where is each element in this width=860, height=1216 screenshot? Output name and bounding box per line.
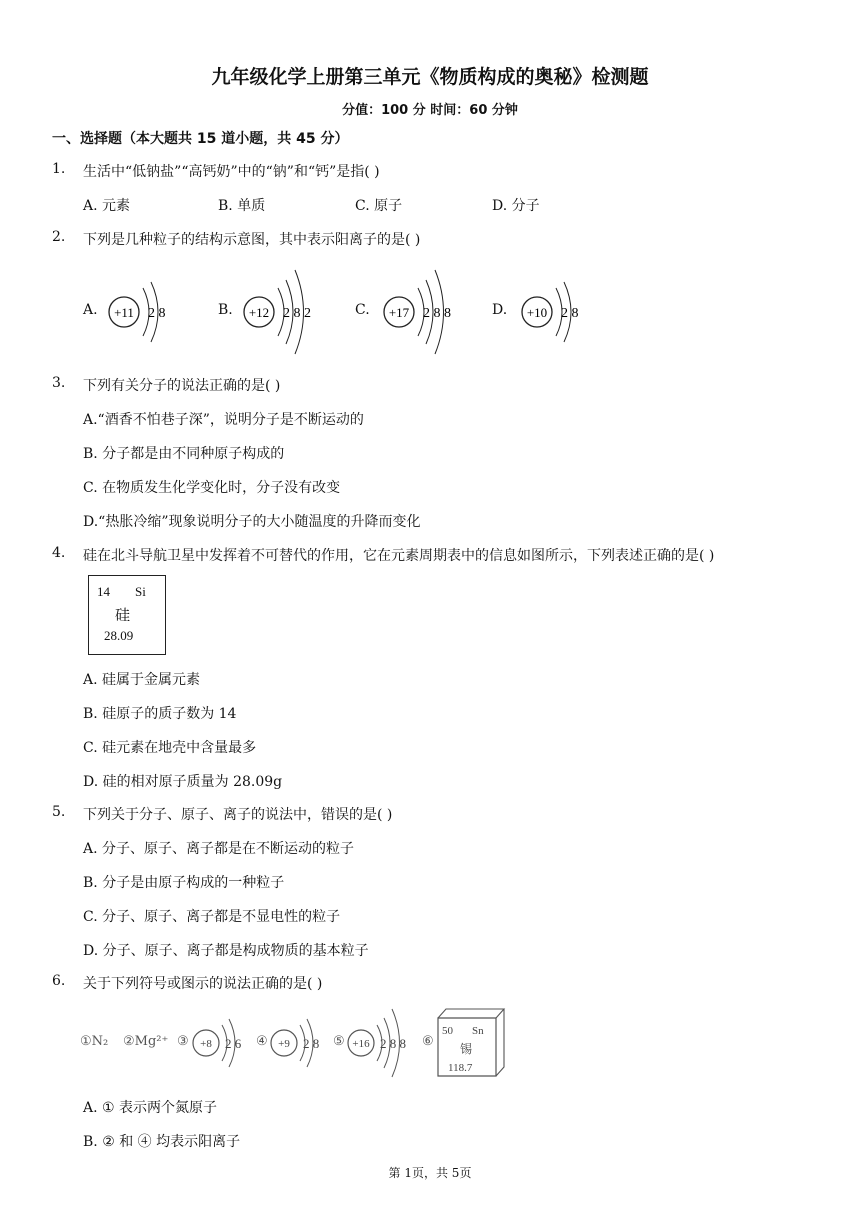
section-heading: 一、选择题（本大题共 15 道小题，共 45 分） bbox=[52, 131, 349, 147]
element-symbol: Si bbox=[135, 584, 146, 599]
svg-text:2 8: 2 8 bbox=[303, 1036, 320, 1051]
item-mark: ⑤ bbox=[333, 1034, 345, 1049]
option-c: C. 硅元素在地壳中含量最多 bbox=[83, 740, 257, 756]
svg-text:+11: +11 bbox=[114, 305, 134, 320]
atom-structure-diagram bbox=[268, 1010, 332, 1074]
option-b: B. ② 和 ④ 均表示阳离子 bbox=[83, 1134, 241, 1150]
question-number: 3. bbox=[52, 375, 66, 391]
svg-text:50: 50 bbox=[442, 1025, 453, 1037]
option-b: B. 分子是由原子构成的一种粒子 bbox=[83, 875, 285, 891]
option-c: C. 原子 bbox=[355, 198, 403, 214]
page-title: 九年级化学上册第三单元《物质构成的奥秘》检测题 bbox=[211, 66, 649, 88]
question-number: 5. bbox=[52, 804, 66, 820]
svg-text:+16: +16 bbox=[352, 1038, 370, 1050]
atomic-mass: 28.09 bbox=[104, 628, 134, 643]
atom-structure-diagram bbox=[190, 1010, 254, 1074]
question-text: 下列是几种粒子的结构示意图，其中表示阳离子的是( ) bbox=[83, 232, 421, 248]
svg-text:+9: +9 bbox=[278, 1038, 290, 1050]
item-mark: ④ bbox=[256, 1034, 268, 1049]
option-b: B. 硅原子的质子数为 14 bbox=[83, 706, 237, 722]
option-a: A. 硅属于金属元素 bbox=[83, 672, 201, 688]
svg-text:+8: +8 bbox=[200, 1038, 212, 1050]
option-b: B. 单质 bbox=[218, 198, 266, 214]
svg-text:2 8 8: 2 8 8 bbox=[423, 306, 451, 321]
question-text: 生活中“低钠盐”“高钙奶”中的“钠”和“钙”是指( ) bbox=[83, 164, 380, 180]
option-d: D. 分子、原子、离子都是构成物质的基本粒子 bbox=[83, 943, 369, 959]
element-name: 硅 bbox=[115, 606, 131, 624]
option-b: B. 分子都是由不同种原子构成的 bbox=[83, 446, 285, 462]
question-number: 1. bbox=[52, 161, 66, 177]
periodic-table-cell-silicon bbox=[88, 575, 166, 655]
item-mark: ③ bbox=[177, 1034, 189, 1049]
question-number: 4. bbox=[52, 545, 66, 561]
option-c: C. 在物质发生化学变化时，分子没有改变 bbox=[83, 480, 341, 496]
page-number: 第 1页，共 5页 bbox=[388, 1166, 472, 1180]
svg-text:2 8: 2 8 bbox=[561, 306, 579, 321]
atom-structure-diagram bbox=[380, 262, 480, 358]
svg-text:2 6: 2 6 bbox=[225, 1036, 242, 1051]
option-d: D. 硅的相对原子质量为 28.09g bbox=[83, 774, 283, 790]
atom-structure-diagram bbox=[518, 270, 608, 354]
option-c: C. 分子、原子、离子都是不显电性的粒子 bbox=[83, 909, 341, 925]
option-c: C. bbox=[355, 302, 370, 318]
atom-structure-diagram bbox=[345, 1004, 421, 1080]
option-d: D.“热胀冷缩”现象说明分子的大小随温度的升降而变化 bbox=[83, 514, 421, 530]
svg-text:118.7: 118.7 bbox=[448, 1062, 473, 1074]
symbol-mg-ion: ②Mg²⁺ bbox=[123, 1034, 169, 1049]
svg-text:2 8 8: 2 8 8 bbox=[380, 1036, 406, 1051]
option-a: A. 元素 bbox=[83, 198, 131, 214]
svg-text:2 8: 2 8 bbox=[148, 306, 166, 321]
question-text: 下列关于分子、原子、离子的说法中，错误的是( ) bbox=[83, 807, 393, 823]
svg-text:锡: 锡 bbox=[460, 1042, 473, 1056]
question-text: 关于下列符号或图示的说法正确的是( ) bbox=[83, 976, 323, 992]
atom-structure-diagram bbox=[105, 270, 195, 354]
question-number: 2. bbox=[52, 229, 66, 245]
question-text: 下列有关分子的说法正确的是( ) bbox=[83, 378, 281, 394]
item-mark: ⑥ bbox=[422, 1034, 434, 1049]
svg-text:2 8 2: 2 8 2 bbox=[283, 306, 311, 321]
svg-text:+12: +12 bbox=[248, 305, 270, 320]
question-number: 6. bbox=[52, 973, 66, 989]
periodic-table-cell-tin-frame bbox=[436, 1006, 508, 1078]
symbol-n2: ①N₂ bbox=[80, 1034, 109, 1049]
svg-text:Sn: Sn bbox=[472, 1025, 484, 1037]
option-d: D. bbox=[492, 302, 508, 318]
score-time-info: 分值：100 分 时间：60 分钟 bbox=[342, 103, 518, 118]
svg-text:+17: +17 bbox=[388, 305, 410, 320]
atomic-number: 14 bbox=[97, 584, 110, 599]
question-text: 硅在北斗导航卫星中发挥着不可替代的作用，它在元素周期表中的信息如图所示，下列表述正确的是( ) bbox=[83, 548, 715, 564]
option-a: A. ① 表示两个氮原子 bbox=[83, 1100, 218, 1116]
option-a: A. bbox=[83, 302, 98, 318]
option-a: A.“酒香不怕巷子深”，说明分子是不断运动的 bbox=[83, 412, 364, 428]
option-b: B. bbox=[218, 302, 233, 318]
atom-structure-diagram bbox=[240, 262, 340, 358]
option-d: D. 分子 bbox=[492, 198, 540, 214]
svg-text:+10: +10 bbox=[526, 305, 548, 320]
option-a: A. 分子、原子、离子都是在不断运动的粒子 bbox=[83, 841, 355, 857]
